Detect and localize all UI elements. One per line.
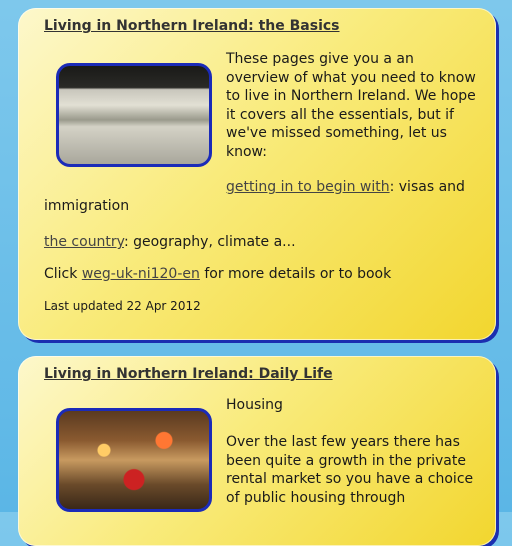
the-country-link[interactable]: the country <box>44 234 124 250</box>
visas-paragraph <box>44 178 484 215</box>
getting-in-link[interactable]: getting in to begin with <box>226 179 390 195</box>
booking-link[interactable]: weg-uk-ni120-en <box>81 266 200 282</box>
basics-intro-text: These pages give you a an overview of what you need to know to live in Northern Ireland. We hope it covers all the essentials, but if we've missed something, let us know: <box>226 51 476 160</box>
daily-life-card-title[interactable]: Living in Northern Ireland: Daily Life <box>44 366 333 382</box>
basics-card <box>18 8 496 340</box>
click-suffix: for more details or to book <box>199 266 392 282</box>
visas-text: : visas and immigration <box>44 179 465 214</box>
housing-body-text: Over the last few years there has been quite a growth in the private rental market so you have a choice of public housing through <box>226 434 474 506</box>
click-prefix: Click <box>44 266 82 282</box>
country-paragraph <box>44 233 484 252</box>
country-text: : geography, climate a... <box>123 234 296 250</box>
basics-card-title[interactable]: Living in Northern Ireland: the Basics <box>44 18 340 34</box>
airport-hall-image <box>56 63 212 167</box>
click-paragraph <box>44 265 484 284</box>
housing-heading: Housing <box>226 397 283 413</box>
shopping-mall-image <box>56 408 212 512</box>
daily-life-card <box>18 356 496 546</box>
last-updated: Last updated 22 Apr 2012 <box>44 299 201 313</box>
